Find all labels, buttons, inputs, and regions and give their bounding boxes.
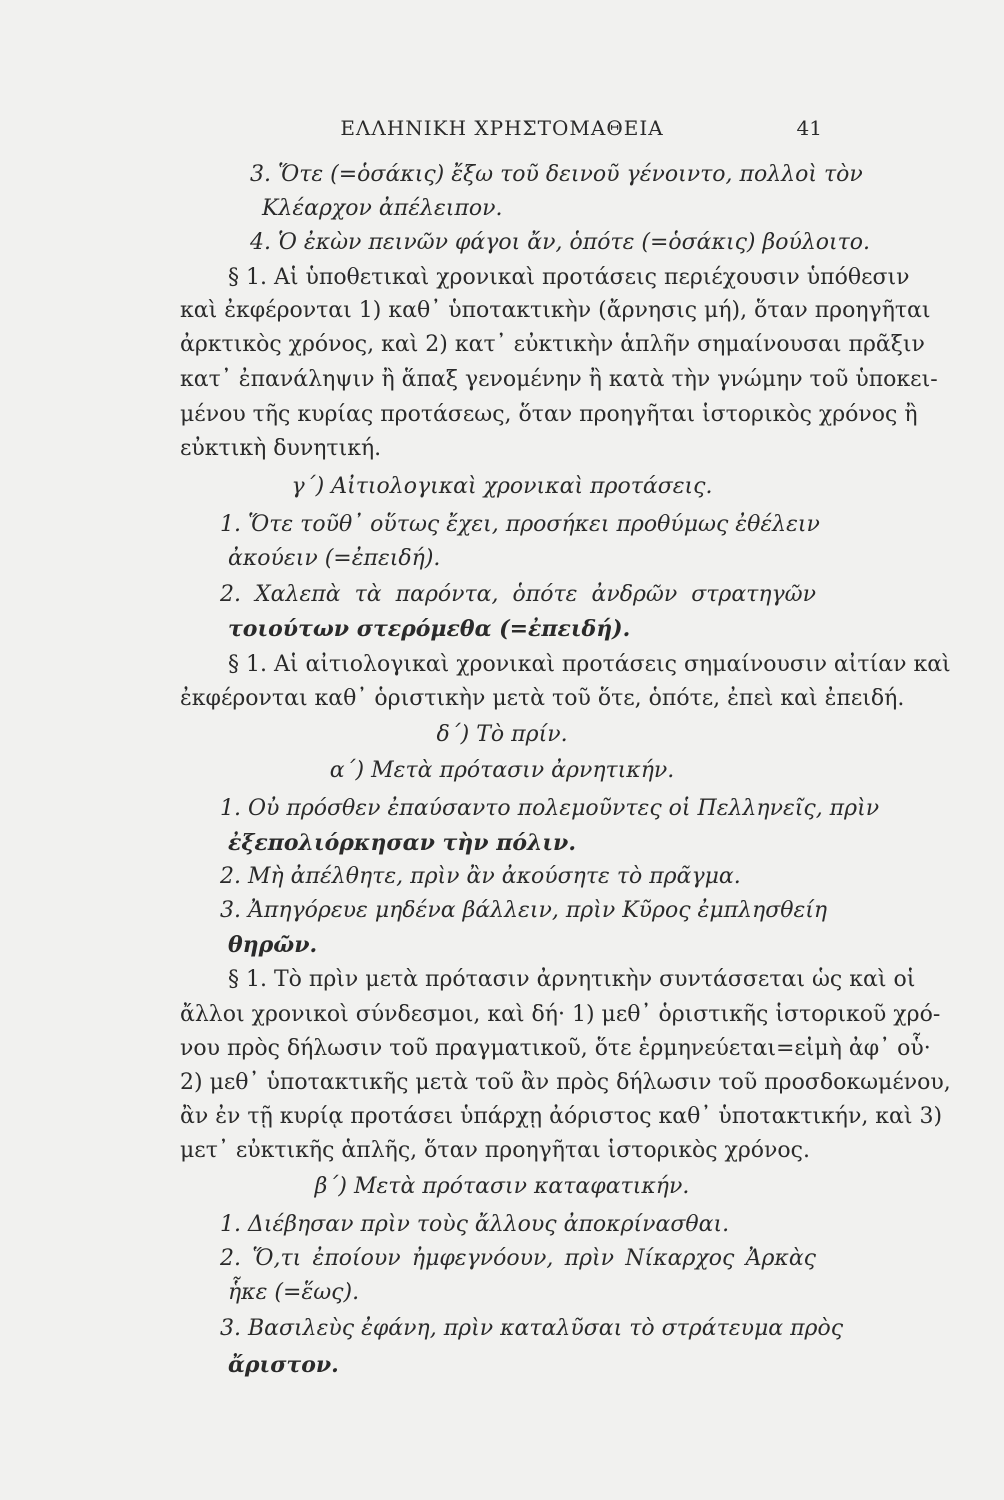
section-d-title: δ΄) Τὸ πρίν. [436, 722, 568, 747]
section-d-b-example-2-line-2: ἧκε (=ἕως). [228, 1280, 360, 1305]
example-4: 4. Ὁ ἐκὼν πεινῶν φάγοι ἄν, ὁπότε (=ὁσάκις) βούλοιτο. [250, 230, 871, 255]
section-d-subtitle-a: α΄) Μετὰ πρότασιν ἀρνητικήν. [329, 758, 675, 783]
section-d-rule-line-6: μετ᾿ εὐκτικῆς ἁπλῆς, ὅταν προηγῆται ἱστορικὸς χρόνος. [180, 1138, 810, 1163]
rule-1-line-5: μένου τῆς κυρίας προτάσεως, ὅταν προηγῆται ἱστορικὸς χρόνος ἢ [180, 402, 918, 427]
section-d-a-example-1-line-1: 1. Οὐ πρόσθεν ἐπαύσαντο πολεμοῦντες οἱ Πελληνεῖς, πρὶν [220, 796, 880, 821]
rule-1-line-3: ἀρκτικὸς χρόνος, καὶ 2) κατ᾿ εὐκτικὴν ἁπλῆν σημαίνουσαι πρᾶξιν [180, 332, 925, 357]
example-3-line-1: 3. Ὅτε (=ὁσάκις) ἔξω τοῦ δεινοῦ γένοιντο, πολλοὶ τὸν [250, 162, 863, 187]
section-d-rule-line-1: § 1. Τὸ πρὶν μετὰ πρότασιν ἀρνητικὴν συντάσσεται ὡς καὶ οἱ [228, 967, 916, 992]
page-number: 41 [796, 116, 822, 140]
section-d-rule-line-4: 2) μεθ᾿ ὑποτακτικῆς μετὰ τοῦ ἂν πρὸς δήλωσιν τοῦ προσδοκωμένου, [180, 1070, 951, 1095]
section-d-b-example-1: 1. Διέβησαν πρὶν τοὺς ἄλλους ἀποκρίνασθαι. [220, 1212, 730, 1237]
section-d-rule-line-3: νου πρὸς δήλωσιν τοῦ πραγματικοῦ, ὅτε ἑρμηνεύεται=εἰμὴ ἀφ᾿ οὗ· [180, 1036, 931, 1061]
section-c-example-1-line-1: 1. Ὅτε τοῦθ᾿ οὕτως ἔχει, προσήκει προθύμως ἐθέλειν [220, 512, 820, 537]
section-c-rule-line-1: § 1. Αἱ αἰτιολογικαὶ χρονικαὶ προτάσεις σημαίνουσιν αἰτίαν καὶ [228, 652, 951, 677]
section-c-example-2-line-1: 2. Χαλεπὰ τὰ παρόντα, ὁπότε ἀνδρῶν στρατηγῶν [220, 582, 816, 607]
rule-1-line-6: εὐκτικὴ δυνητική. [180, 436, 382, 461]
section-d-b-example-2-line-1: 2. Ὅ,τι ἐποίουν ἠμφεγνόουν, πρὶν Νίκαρχος Ἀρκὰς [220, 1246, 816, 1271]
section-d-a-example-3-line-1: 3. Ἀπηγόρευε μηδένα βάλλειν, πρὶν Κῦρος ἐμπλησθείη [220, 898, 828, 923]
example-3-line-2: Κλέαρχον ἀπέλειπον. [262, 196, 503, 221]
section-d-a-example-2: 2. Μὴ ἀπέλθητε, πρὶν ἂν ἀκούσητε τὸ πρᾶγμα. [220, 864, 741, 889]
section-c-rule-line-2: ἐκφέρονται καθ᾿ ὁριστικὴν μετὰ τοῦ ὅτε, ὁπότε, ἐπεὶ καὶ ἐπειδή. [180, 686, 905, 711]
section-d-subtitle-b: β΄) Μετὰ πρότασιν καταφατικήν. [314, 1174, 690, 1199]
section-c-example-1-line-2: ἀκούειν (=ἐπειδή). [228, 546, 441, 571]
running-title: ΕΛΛΗΝΙΚΗ ΧΡΗΣΤΟΜΑΘΕΙΑ [340, 116, 664, 140]
section-d-a-example-1-line-2: ἐξεπολιόρκησαν τὴν πόλιν. [228, 830, 576, 856]
rule-1-line-1: § 1. Αἱ ὑποθετικαὶ χρονικαὶ προτάσεις περιέχουσιν ὑπόθεσιν [228, 265, 910, 290]
section-d-rule-line-2: ἄλλοι χρονικοὶ σύνδεσμοι, καὶ δή· 1) μεθ᾿ ὁριστικῆς ἱστορικοῦ χρό- [180, 1002, 941, 1027]
section-c-example-2-line-2: τοιούτων στερόμεθα (=ἐπειδή). [228, 616, 631, 642]
section-d-b-example-3-line-2: ἄριστον. [228, 1352, 339, 1378]
rule-1-line-4: κατ᾿ ἐπανάληψιν ἢ ἅπαξ γενομένην ἢ κατὰ τὴν γνώμην τοῦ ὑποκει- [180, 367, 938, 392]
rule-1-line-2: καὶ ἐκφέρονται 1) καθ᾿ ὑποτακτικὴν (ἄρνησις μή), ὅταν προηγῆται [180, 298, 931, 323]
section-d-rule-line-5: ἂν ἐν τῇ κυρίᾳ προτάσει ὑπάρχῃ ἀόριστος καθ᾿ ὑποτακτικήν, καὶ 3) [180, 1104, 943, 1129]
section-d-b-example-3-line-1: 3. Βασιλεὺς ἐφάνη, πρὶν καταλῦσαι τὸ στράτευμα πρὸς [220, 1316, 844, 1341]
section-d-a-example-3-line-2: θηρῶν. [228, 932, 318, 958]
section-c-title: γ΄) Αἰτιολογικαὶ χρονικαὶ προτάσεις. [291, 474, 713, 499]
